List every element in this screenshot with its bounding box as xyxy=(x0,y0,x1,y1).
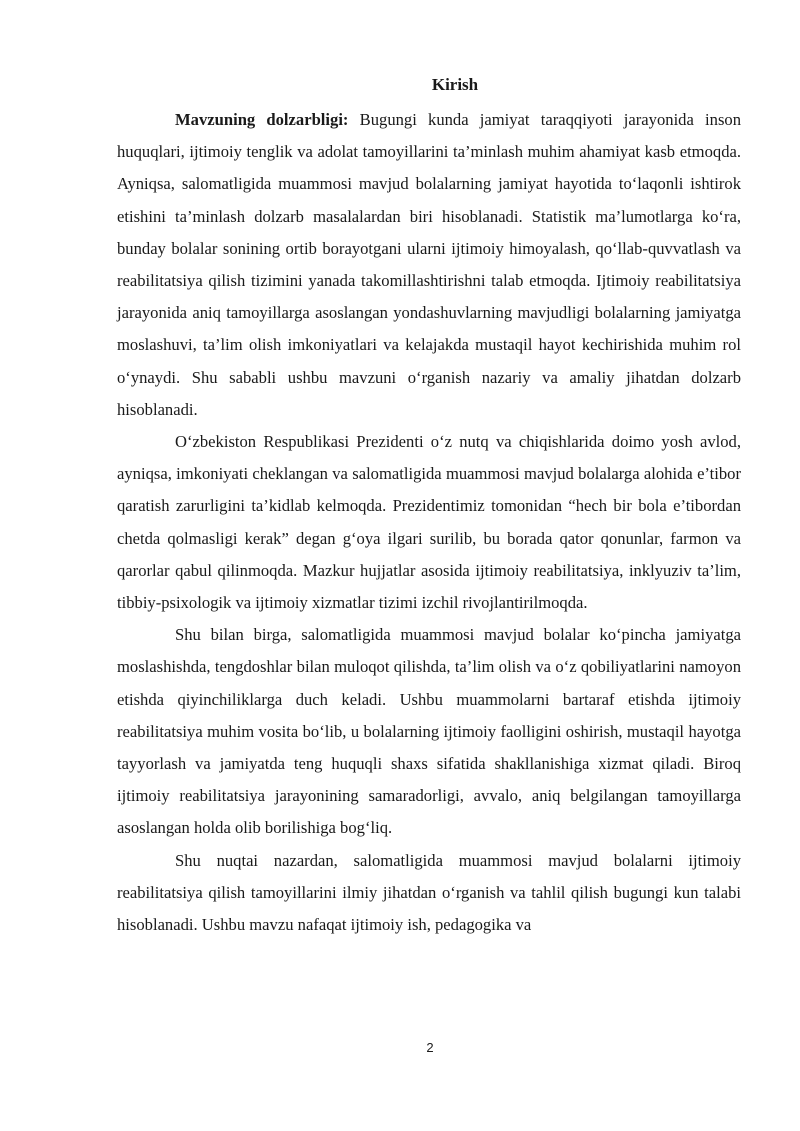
page-title: Kirish xyxy=(431,75,479,94)
paragraph-text: Shu bilan birga, salomatligida muammosi mavjud bolalar ko‘pincha jamiyatga moslashishda, tengdoshlar bilan muloqot qilishda, ta’lim olish va o‘z qobiliyatlarini namoyon etishda qiyinchiliklarga duch keladi. Ushbu muammolarni bartaraf etishda ijtimoiy reabilitatsiya muhim vosita bo‘lib, u bolalarning ijtimoiy faolligini oshirish, mustaqil hayotga tayyorlash va jamiyatda teng huquqli shaxs sifatida shakllanishiga xizmat qiladi. Biroq ijtimoiy reabilitatsiya jarayonining samaradorligi, avvalo, aniq belgilangan tamoyillarga asoslangan holda olib borilishiga bog‘liq. xyxy=(117,625,741,838)
paragraph-lead: Mavzuning dolzarbligi: xyxy=(175,110,349,129)
paragraph-text: Bugungi kunda jamiyat taraqqiyoti jarayonida inson huquqlari, ijtimoiy tenglik va adolat tamoyillarini ta’minlash muhim ahamiyat kasb etmoqda. Ayniqsa, salomatligida muammosi mavjud bolalarning jamiyat hayotida to‘laqonli ishtirok etishini ta’minlash dolzarb masalalardan biri hisoblanadi. Statistik ma’lumotlarga ko‘ra, bunday bolalar sonining ortib borayotgani ularni ijtimoiy himoyalash, qo‘llab-quvvatlash va reabilitatsiya qilish tizimini yanada takomillashtirishni talab etmoqda. Ijtimoiy reabilitatsiya jarayonida aniq tamoyillarga asoslangan yondashuvlarning mavjudligi bolalarning jamiyatga moslashuvi, ta’lim olish imkoniyatlari va kelajakda mustaqil hayot kechirishida muhim rol o‘ynaydi. Shu sababli ushbu mavzuni o‘rganish nazariy va amaliy jihatdan dolzarb hisoblanadi. xyxy=(117,110,741,419)
paragraph-text: Shu nuqtai nazardan, salomatligida muammosi mavjud bolalarni ijtimoiy reabilitatsiya qilish tamoyillarini ilmiy jihatdan o‘rganish va tahlil qilish bugungi kun talabi hisoblanadi. Ushbu mavzu nafaqat ijtimoiy ish, pedagogika va xyxy=(117,850,741,935)
paragraph-text: O‘zbekiston Respublikasi Prezidenti o‘z nutq va chiqishlarida doimo yosh avlod, ayniqsa, imkoniyati cheklangan va salomatligida muammosi mavjud bolalarga alohida e’tibor qaratish zarurligini ta’kidlab kelmoqda. Prezidentimiz tomonidan “hech bir bola e’tibordan chetda qolmasligi kerak” degan g‘oya ilgari surilib, bu borada qator qonunlar, farmon va qarorlar qabul qilinmoqda. Mazkur hujjatlar asosida ijtimoiy reabilitatsiya, inklyuziv ta’lim, tibbiy-psixologik va ijtimoiy xizmatlar tizimi izchil rivojlantirilmoqda. xyxy=(117,432,741,613)
document-body xyxy=(117,104,741,941)
paragraph-relevance xyxy=(117,104,741,426)
paragraph-perspective xyxy=(117,845,741,942)
paragraph-president xyxy=(117,426,741,619)
page-number: 2 xyxy=(426,1040,434,1055)
paragraph-challenges xyxy=(117,619,741,844)
